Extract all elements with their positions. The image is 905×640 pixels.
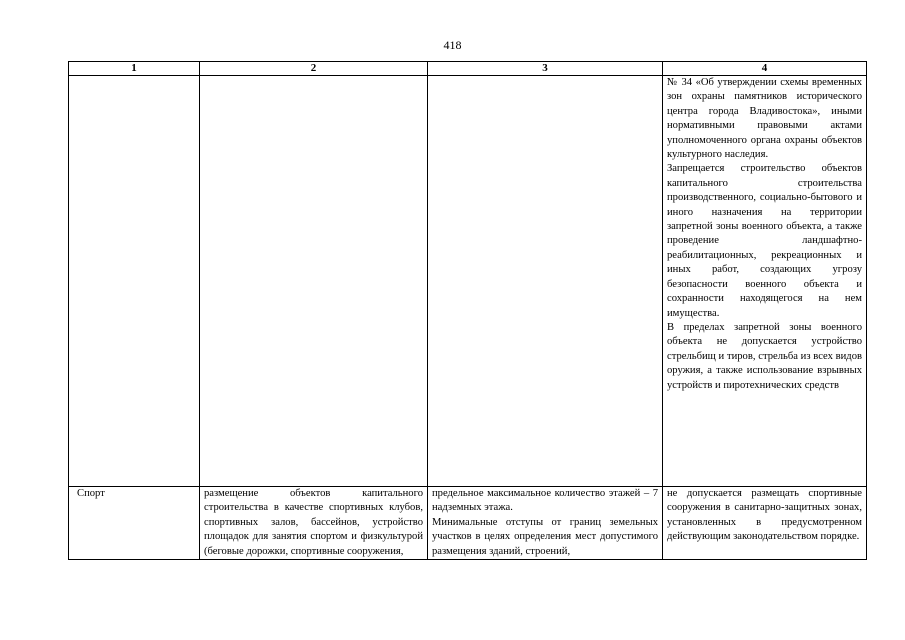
row2-cell-3-paragraph-1: предельное максимальное количество этажей – 7 надземных этажа. bbox=[432, 488, 658, 514]
row1-cell-4 bbox=[663, 76, 867, 487]
row1-cell-4-paragraph-2: Запрещается строительство объектов капитального строительства производственного, социально-бытового и иного назначения на территории запретной зоны военного объекта, а также проведение ландшафтно-реабилитационных, рекреационных и иных работ, создающих угрозу безопасности военного объекта и сохранности находящегося на нем имущества. bbox=[667, 163, 862, 319]
row1-cell-2 bbox=[200, 76, 428, 487]
row2-cell-1: Спорт bbox=[69, 487, 200, 560]
column-header-3: 3 bbox=[428, 62, 663, 76]
header-row bbox=[69, 62, 867, 76]
regulations-table bbox=[68, 61, 867, 560]
table-row bbox=[69, 76, 867, 487]
row1-cell-1 bbox=[69, 76, 200, 487]
row2-cell-3-paragraph-2: Минимальные отступы от границ земельных участков в целях определения мест допустимого размещения зданий, строений, bbox=[432, 516, 658, 557]
row1-cell-4-paragraph-3: В пределах запретной зоны военного объекта не допускается устройство стрельбищ и тиров, стрельба из всех видов оружия, а также использование взрывных устройств и пиротехнических средств bbox=[667, 321, 862, 391]
row1-cell-4-paragraph-1: № 34 «Об утверждении схемы временных зон охраны памятников исторического центра города Владивостока», иными нормативными правовыми актами уполномоченного органа охраны объектов культурного наследия. bbox=[667, 77, 862, 161]
table-row bbox=[69, 487, 867, 560]
column-header-2: 2 bbox=[200, 62, 428, 76]
row1-cell-3 bbox=[428, 76, 663, 487]
page-number: 418 bbox=[443, 38, 462, 52]
column-header-4: 4 bbox=[663, 62, 867, 76]
row2-cell-4: не допускается размещать спортивные сооружения в санитарно-защитных зонах, установленных в предусмотренном действующим законодательством порядке. bbox=[663, 487, 867, 560]
row2-cell-2: размещение объектов капитального строительства в качестве спортивных клубов, спортивных залов, бассейнов, устройство площадок для занятия спортом и физкультурой (беговые дорожки, спортивные сооружения, bbox=[200, 487, 428, 560]
row2-cell-3 bbox=[428, 487, 663, 560]
column-header-1: 1 bbox=[69, 62, 200, 76]
